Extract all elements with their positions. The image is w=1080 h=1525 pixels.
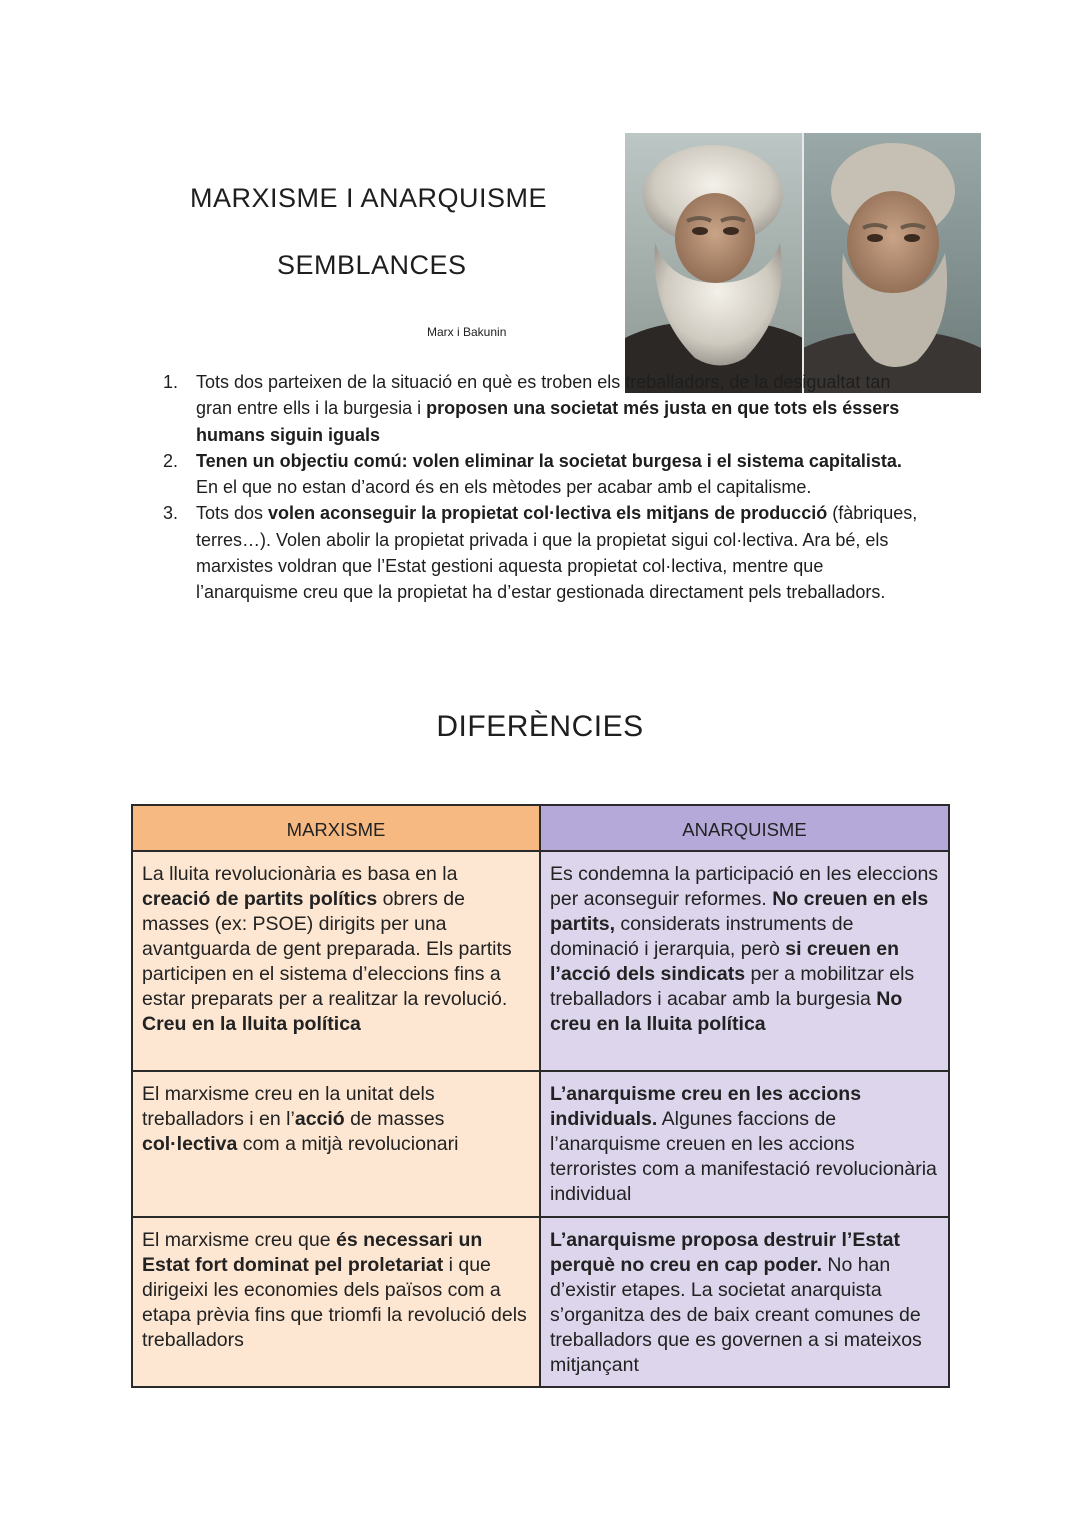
- similarity-text: [196, 503, 917, 602]
- marx-bakunin-photo: [625, 133, 981, 393]
- bold-text: proposen una societat més justa en que tots els éssers humans siguin iguals: [196, 398, 900, 445]
- bold-text: col·lectiva: [142, 1133, 238, 1155]
- text-run: En el que no estan d’acord és en els mètodes per acabar amb el capitalisme.: [196, 477, 812, 498]
- bold-text: No creu en la lluita política: [550, 988, 903, 1035]
- table-row: [132, 851, 949, 1071]
- column-header-marxisme: MARXISME: [132, 805, 540, 851]
- text-run: com a mitjà revolucionari: [237, 1133, 459, 1155]
- bold-text: és necessari un Estat fort dominat pel proletariat: [142, 1229, 483, 1276]
- text-run: No han d’existir etapes. La societat anarquista s’organitza des de baix creant comunes de treballadors que es governen a si mateixos mitjançant: [550, 1254, 922, 1376]
- text-run: El marxisme creu en la unitat dels treballadors i en l’: [142, 1083, 435, 1130]
- text-run: Tots dos: [196, 503, 269, 524]
- marxisme-cell: [132, 1071, 540, 1217]
- page-title: MARXISME I ANARQUISME: [190, 183, 548, 213]
- text-run: obrers de masses (ex: PSOE) dirigits per una avantguarda de gent preparada. Els partits participen en el sistema d’eleccions fins a estar preparats per a realitzar la revolució.: [142, 888, 512, 1010]
- list-number: 3.: [163, 503, 179, 524]
- text-run: El marxisme creu que: [142, 1229, 336, 1251]
- bold-text: Creu en la lluita política: [142, 1013, 361, 1035]
- similarity-text: [196, 372, 899, 445]
- text-run: Es condemna la participació en les eleccions per aconseguir reformes.: [550, 863, 939, 910]
- text-run: (fàbriques, terres…). Volen abolir la propietat privada i que la propietat sigui col·lectiva. Ara bé, els marxistes voldran que l’Estat gestioni aquesta propietat col·lectiva, mentre que l’anarquisme creu que la propietat ha d’estar gestionada directament pels treballadors.: [196, 503, 918, 603]
- text-run: considerats instruments de dominació i jerarquia, però: [550, 913, 854, 960]
- similarity-text: [196, 451, 902, 497]
- bold-text: L’anarquisme proposa destruir l’Estat perquè no creu en cap poder.: [550, 1229, 901, 1276]
- text-run: per a mobilitzar els treballadors i acabar amb la burgesia: [550, 963, 915, 1010]
- anarquisme-cell: [540, 1071, 949, 1217]
- list-number: 2.: [163, 450, 179, 471]
- table-row: [132, 1071, 949, 1217]
- bold-text: creació de partits polítics: [142, 888, 378, 910]
- text-run: La lluita revolucionària es basa en la: [142, 863, 458, 885]
- text-run: Tots dos parteixen de la situació en què es troben els treballadors, de la desigualtat tan gran entre ells i la burgesia i: [196, 372, 891, 419]
- image-caption: Marx i Bakunin: [427, 325, 507, 339]
- bold-text: No creuen en els partits,: [550, 888, 929, 935]
- bold-text: L’anarquisme creu en les accions individuals.: [550, 1083, 862, 1130]
- bold-text: volen aconseguir la propietat col·lectiva els mitjans de producció: [268, 503, 828, 524]
- marxisme-cell: [132, 1217, 540, 1387]
- anarquisme-cell: [540, 1217, 949, 1387]
- list-number: 1.: [163, 372, 179, 392]
- text-run: Algunes faccions de l’anarquisme creuen en les accions terroristes com a manifestació revolucionària individual: [550, 1108, 937, 1205]
- column-header-anarquisme: ANARQUISME: [540, 805, 949, 851]
- bold-text: si creuen en l’acció dels sindicats: [550, 938, 900, 985]
- similarities-list: [160, 369, 920, 606]
- marxisme-cell: [132, 851, 540, 1071]
- anarquisme-cell: [540, 851, 949, 1071]
- bold-text: acció: [294, 1108, 345, 1130]
- section-title-similarities: SEMBLANCES: [277, 250, 467, 280]
- section-title-differences: DIFERÈNCIES: [436, 710, 644, 743]
- text-run: i que dirigeixi les economies dels països com a etapa prèvia fins que triomfi la revolució dels treballadors: [142, 1254, 527, 1351]
- table-row: [132, 1217, 949, 1387]
- text-run: de masses: [344, 1108, 445, 1130]
- bold-text: Tenen un objectiu comú: volen eliminar la societat burgesa i el sistema capitalista.: [196, 450, 902, 471]
- comparison-table: [131, 804, 950, 1388]
- similarity-item-1: [160, 369, 920, 448]
- similarity-item-3: [160, 500, 920, 605]
- similarity-item-2: [160, 448, 920, 501]
